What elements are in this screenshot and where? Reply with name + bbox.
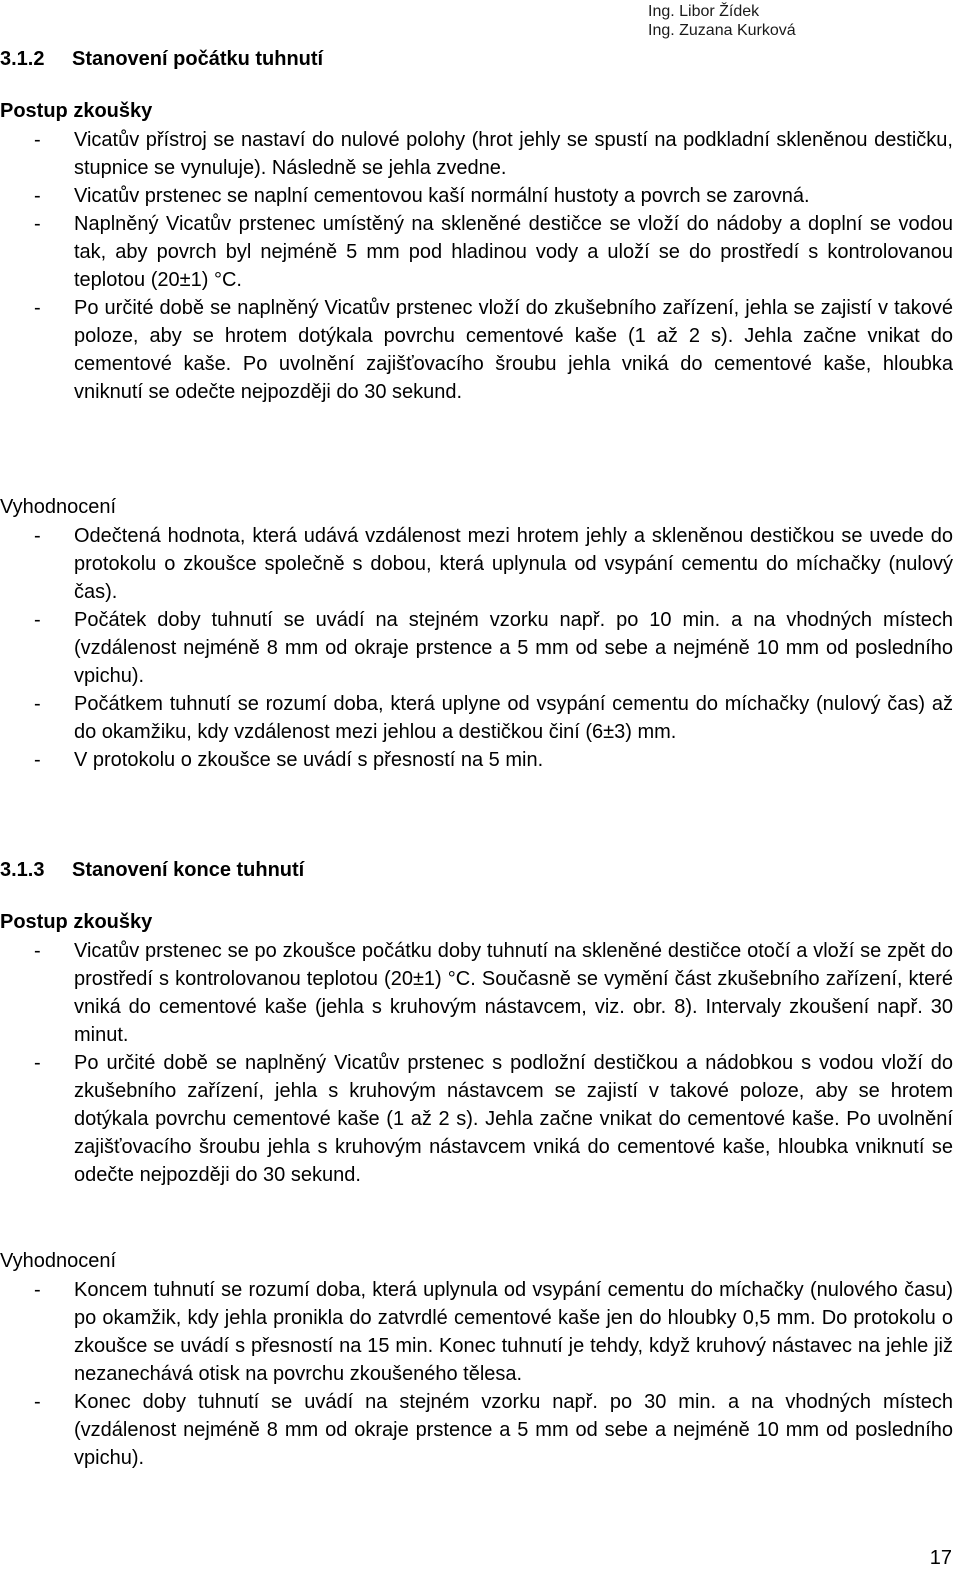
author-2: Ing. Zuzana Kurková — [648, 22, 796, 39]
author-names — [648, 2, 796, 40]
procedure-heading: Postup zkoušky — [0, 911, 153, 933]
list-item: - Koncem tuhnutí se rozumí doba, která uplynula od vsypání cementu do míchačky (nulového času) po okamžik, kdy jehla pronikla do zatvrdlé cementové kaše jen do hloubky 0,5 mm. Do protokolu o zkoušce se uvádí s přesností na 15 min. Konec tuhnutí je tehdy, když kruhový nástavec na jehle již nezanechává otisk na povrchu zkoušeného tělesa. — [34, 1279, 953, 1385]
evaluation-list — [0, 522, 953, 774]
section-number: 3.1.3 — [0, 859, 45, 881]
list-item: - Konec doby tuhnutí se uvádí na stejném vzorku např. po 30 min. a na vhodných místech (vzdálenost nejméně 8 mm od okraje prstence a 5 mm od sebe a nejméně 10 mm od posledního vpichu). — [34, 1391, 953, 1469]
procedure-list — [0, 126, 953, 406]
list-item: - Naplněný Vicatův prstenec umístěný na skleněné destičce se vloží do nádoby a doplní se vodou tak, aby povrch byl nejméně 5 mm pod hladinou vody a uloží se do prostředí s kontrolovanou teplotou (20±1) °C. — [34, 213, 953, 291]
list-item: - Vicatův prstenec se po zkoušce počátku doby tuhnutí na skleněné destičce otočí a vloží se zpět do prostředí s kontrolovanou teplotou (20±1) °C. Současně se vymění část zkušebního zařízení, které vniká do cementové kaše (jehla s kruhovým nástavcem, viz. obr. 8). Intervaly zkoušení např. 30 minut. — [34, 940, 953, 1046]
evaluation-heading: Vyhodnocení — [0, 496, 117, 518]
list-item: - Počátek doby tuhnutí se uvádí na stejném vzorku např. po 10 min. a na vhodných místech (vzdálenost nejméně 8 mm od okraje prstence a 5 mm od sebe a nejméně 10 mm od posledního vpichu). — [34, 609, 953, 687]
section-title-text: Stanovení počátku tuhnutí — [72, 48, 324, 70]
list-item: - Po určité době se naplněný Vicatův prstenec s podložní destičkou a nádobkou s vodou vloží do zkušebního zařízení, jehla s kruhovým nástavcem se zajistí v takové poloze, aby se hrotem dotýkala povrchu cementové kaše (1 až 2 s). Jehla začne vnikat do cementové kaše. Po uvolnění zajišťovacího šroubu jehla s kruhovým nástavcem vniká do cementové kaše, hloubka vniknutí se odečte nejpozději do 30 sekund. — [34, 1052, 953, 1186]
procedure-list — [0, 937, 953, 1189]
section-title-3-1-2 — [0, 47, 323, 71]
list-item: - Vicatův prstenec se naplní cementovou kaší normální hustoty a povrch se zarovná. — [34, 185, 810, 207]
list-item: - Odečtená hodnota, která udává vzdálenost mezi hrotem jehly a skleněnou destičkou se uvede do protokolu o zkoušce společně s dobou, která uplynula od vsypání cementu do míchačky (nulový čas). — [34, 525, 953, 603]
evaluation-heading: Vyhodnocení — [0, 1250, 117, 1272]
author-1: Ing. Libor Žídek — [648, 3, 760, 20]
evaluation-list — [0, 1276, 953, 1472]
page-number: 17 — [929, 1547, 952, 1569]
section-title-3-1-3 — [0, 858, 304, 882]
section-number: 3.1.2 — [0, 48, 45, 70]
section-title-text: Stanovení konce tuhnutí — [72, 859, 305, 881]
list-item: - V protokolu o zkoušce se uvádí s přesností na 5 min. — [34, 749, 544, 771]
list-item: - Vicatův přístroj se nastaví do nulové polohy (hrot jehly se spustí na podkladní skleněnou destičku, stupnice se vynuluje). Následně se jehla zvedne. — [34, 129, 953, 179]
list-item: - Po určité době se naplněný Vicatův prstenec vloží do zkušebního zařízení, jehla se zajistí v takové poloze, aby se hrotem dotýkala povrchu cementové kaše (1 až 2 s). Jehla začne vnikat do cementové kaše. Po uvolnění zajišťovacího šroubu jehla vniká do cementové kaše, hloubka vniknutí se odečte nejpozději do 30 sekund. — [34, 297, 953, 403]
list-item: - Počátkem tuhnutí se rozumí doba, která uplyne od vsypání cementu do míchačky (nulový čas) až do okamžiku, kdy vzdálenost mezi jehlou a destičkou činí (6±3) mm. — [34, 693, 953, 743]
procedure-heading: Postup zkoušky — [0, 100, 153, 122]
